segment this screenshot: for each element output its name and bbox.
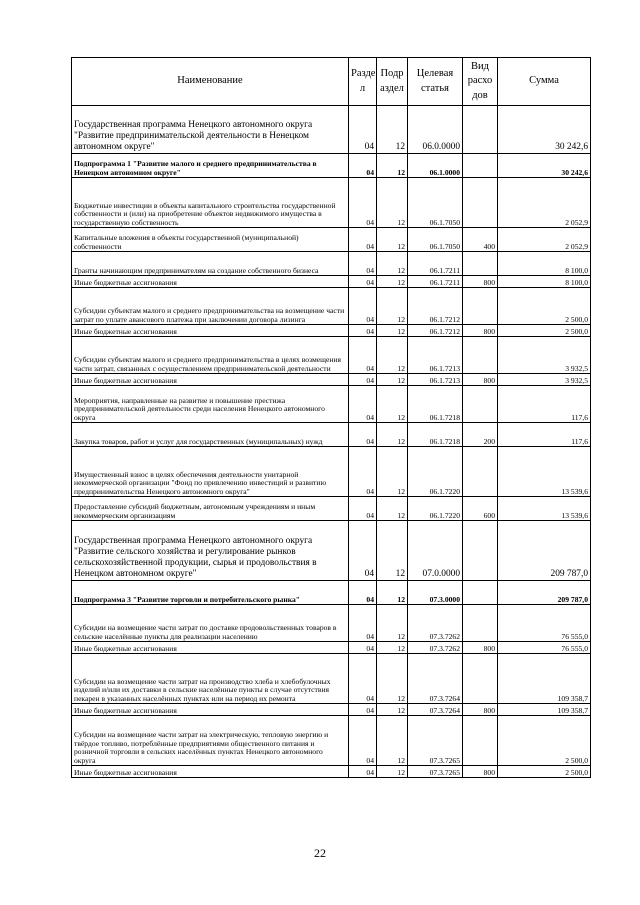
cell-sum: 117,6 <box>498 423 591 447</box>
cell-subsection: 12 <box>377 252 408 276</box>
cell-section: 04 <box>349 374 377 386</box>
table-row <box>72 581 591 605</box>
cell-name: Подпрограмма 1 "Развитие малого и среднего предпринимательства в Ненецком автономном округе" <box>72 154 349 178</box>
cell-subsection: 12 <box>377 716 408 766</box>
table-row <box>72 605 591 642</box>
cell-type: 400 <box>463 228 498 252</box>
cell-type <box>463 106 498 154</box>
cell-section: 04 <box>349 423 377 447</box>
cell-type <box>463 154 498 178</box>
cell-target: 07.3.7265 <box>408 766 463 778</box>
table-row <box>72 423 591 447</box>
cell-sum: 8 100,0 <box>498 252 591 276</box>
cell-section: 04 <box>349 642 377 654</box>
cell-name: Закупка товаров, работ и услуг для государственных (муниципальных) нужд <box>72 423 349 447</box>
cell-subsection: 12 <box>377 178 408 228</box>
cell-sum: 8 100,0 <box>498 276 591 288</box>
cell-name: Субсидии субъектам малого и среднего предпринимательства в целях возмещения части затрат, связанных с осуществлением предпринимательской деятельности <box>72 337 349 374</box>
cell-type: 800 <box>463 276 498 288</box>
cell-type <box>463 288 498 325</box>
cell-name: Бюджетные инвестиции в объекты капитального строительства государственной собственности и (или) на приобретение объектов недвижимого имущества в государственную собственность <box>72 178 349 228</box>
cell-section: 04 <box>349 228 377 252</box>
table-row <box>72 178 591 228</box>
table-row <box>72 716 591 766</box>
cell-type <box>463 521 498 581</box>
cell-sum: 76 555,0 <box>498 642 591 654</box>
table-row <box>72 497 591 521</box>
cell-section: 04 <box>349 276 377 288</box>
cell-target: 06.1.7050 <box>408 228 463 252</box>
cell-target: 07.3.7264 <box>408 654 463 704</box>
cell-target: 06.1.0000 <box>408 154 463 178</box>
cell-section: 04 <box>349 386 377 423</box>
cell-target: 07.0.0000 <box>408 521 463 581</box>
cell-subsection: 12 <box>377 228 408 252</box>
cell-type <box>463 386 498 423</box>
cell-name: Иные бюджетные ассигнования <box>72 325 349 337</box>
table-row <box>72 288 591 325</box>
cell-sum: 2 500,0 <box>498 766 591 778</box>
cell-target: 07.3.7262 <box>408 642 463 654</box>
cell-name: Подпрограмма 3 "Развитие торговли и потребительского рынка" <box>72 581 349 605</box>
cell-subsection: 12 <box>377 325 408 337</box>
cell-subsection: 12 <box>377 605 408 642</box>
cell-section: 04 <box>349 497 377 521</box>
table-row <box>72 704 591 716</box>
cell-section: 04 <box>349 252 377 276</box>
table-row <box>72 154 591 178</box>
cell-name: Иные бюджетные ассигнования <box>72 704 349 716</box>
cell-target: 06.1.7211 <box>408 252 463 276</box>
cell-type <box>463 716 498 766</box>
cell-sum: 13 539,6 <box>498 447 591 497</box>
cell-target: 07.3.7262 <box>408 605 463 642</box>
cell-type <box>463 605 498 642</box>
cell-subsection: 12 <box>377 423 408 447</box>
cell-subsection: 12 <box>377 581 408 605</box>
header-name: Наименование <box>72 58 349 106</box>
cell-target: 06.1.7218 <box>408 423 463 447</box>
header-type: Вид расхо дов <box>463 58 498 106</box>
cell-subsection: 12 <box>377 154 408 178</box>
table-row <box>72 228 591 252</box>
cell-subsection: 12 <box>377 276 408 288</box>
cell-section: 04 <box>349 716 377 766</box>
table-row <box>72 337 591 374</box>
cell-section: 04 <box>349 704 377 716</box>
cell-subsection: 12 <box>377 386 408 423</box>
cell-name: Субсидии на возмещение части затрат на электрическую, тепловую энергию и твёрдое топливо, потреблённые предприятиями общественного питания и розничной торговли в сельских населённых пунктах Ненецкого автономного округа <box>72 716 349 766</box>
cell-target: 06.1.7050 <box>408 178 463 228</box>
cell-target: 06.1.7213 <box>408 374 463 386</box>
cell-type <box>463 447 498 497</box>
cell-sum: 109 358,7 <box>498 654 591 704</box>
header-section: Разде л <box>349 58 377 106</box>
cell-sum: 3 932,5 <box>498 374 591 386</box>
cell-sum: 30 242,6 <box>498 154 591 178</box>
cell-type: 200 <box>463 423 498 447</box>
cell-subsection: 12 <box>377 766 408 778</box>
cell-type: 800 <box>463 642 498 654</box>
cell-section: 04 <box>349 521 377 581</box>
cell-subsection: 12 <box>377 642 408 654</box>
cell-subsection: 12 <box>377 497 408 521</box>
cell-target: 07.3.7265 <box>408 716 463 766</box>
cell-target: 06.1.7213 <box>408 337 463 374</box>
table-row <box>72 325 591 337</box>
cell-sum: 209 787,0 <box>498 521 591 581</box>
cell-name: Гранты начинающим предпринимателям на создание собственного бизнеса <box>72 252 349 276</box>
cell-section: 04 <box>349 325 377 337</box>
table-row <box>72 642 591 654</box>
cell-subsection: 12 <box>377 704 408 716</box>
cell-sum: 30 242,6 <box>498 106 591 154</box>
table-row <box>72 386 591 423</box>
cell-type: 800 <box>463 374 498 386</box>
cell-section: 04 <box>349 106 377 154</box>
cell-target: 06.1.7212 <box>408 325 463 337</box>
cell-sum: 2 500,0 <box>498 325 591 337</box>
table-row <box>72 766 591 778</box>
cell-sum: 76 555,0 <box>498 605 591 642</box>
cell-subsection: 12 <box>377 374 408 386</box>
cell-subsection: 12 <box>377 337 408 374</box>
cell-sum: 2 500,0 <box>498 716 591 766</box>
table-row <box>72 654 591 704</box>
cell-subsection: 12 <box>377 654 408 704</box>
cell-name: Государственная программа Ненецкого автономного округа "Развитие сельского хозяйства и регулирование рынков сельскохозяйственной продукции, сырья и продовольствия в Ненецком автономном округе" <box>72 521 349 581</box>
cell-sum: 2 500,0 <box>498 288 591 325</box>
table-row <box>72 374 591 386</box>
cell-section: 04 <box>349 605 377 642</box>
header-row <box>72 58 591 106</box>
cell-section: 04 <box>349 288 377 325</box>
cell-sum: 3 932,5 <box>498 337 591 374</box>
cell-type: 800 <box>463 704 498 716</box>
cell-sum: 13 539,6 <box>498 497 591 521</box>
cell-name: Иные бюджетные ассигнования <box>72 642 349 654</box>
cell-name: Государственная программа Ненецкого автономного округа "Развитие предпринимательской деятельности в Ненецком автономном округе" <box>72 106 349 154</box>
cell-target: 06.1.7218 <box>408 386 463 423</box>
cell-name: Субсидии на возмещение части затрат на производство хлеба и хлебобулочных изделий и/или их доставки в сельские населённые пункты в случае отсутствия пекарен в указанных населённых пунктах или на период их ремонта <box>72 654 349 704</box>
cell-target: 06.1.7220 <box>408 447 463 497</box>
table-row <box>72 521 591 581</box>
cell-name: Иные бюджетные ассигнования <box>72 374 349 386</box>
cell-type: 600 <box>463 497 498 521</box>
cell-section: 04 <box>349 178 377 228</box>
cell-section: 04 <box>349 654 377 704</box>
cell-subsection: 12 <box>377 521 408 581</box>
budget-table <box>71 57 591 778</box>
cell-section: 04 <box>349 337 377 374</box>
cell-type <box>463 178 498 228</box>
cell-target: 07.3.7264 <box>408 704 463 716</box>
cell-name: Имущественный взнос в целях обеспечения деятельности унитарной некоммерческой организации "Фонд по привлечению инвестиций и развитию предпринимательства Ненецкого автономного округа" <box>72 447 349 497</box>
cell-target: 07.3.0000 <box>408 581 463 605</box>
cell-subsection: 12 <box>377 106 408 154</box>
cell-name: Предоставление субсидий бюджетным, автономным учреждениям и иным некоммерческим организациям <box>72 497 349 521</box>
cell-sum: 2 052,9 <box>498 178 591 228</box>
header-sum: Сумма <box>498 58 591 106</box>
cell-target: 06.0.0000 <box>408 106 463 154</box>
cell-subsection: 12 <box>377 447 408 497</box>
cell-target: 06.1.7220 <box>408 497 463 521</box>
cell-target: 06.1.7211 <box>408 276 463 288</box>
table-row <box>72 106 591 154</box>
table-row <box>72 447 591 497</box>
cell-name: Капитальные вложения в объекты государственной (муниципальной) собственности <box>72 228 349 252</box>
cell-subsection: 12 <box>377 288 408 325</box>
cell-name: Субсидии на возмещение части затрат по доставке продовольственных товаров в сельские населённые пункты для реализации населению <box>72 605 349 642</box>
cell-sum: 109 358,7 <box>498 704 591 716</box>
cell-type <box>463 252 498 276</box>
cell-type <box>463 654 498 704</box>
table-row <box>72 276 591 288</box>
cell-sum: 209 787,0 <box>498 581 591 605</box>
cell-name: Мероприятия, направленные на развитие и повышение престижа предпринимательской деятельности среди населения Ненецкого автономного округа <box>72 386 349 423</box>
cell-section: 04 <box>349 447 377 497</box>
header-target: Целевая статья <box>408 58 463 106</box>
cell-type <box>463 581 498 605</box>
cell-type: 800 <box>463 325 498 337</box>
cell-target: 06.1.7212 <box>408 288 463 325</box>
cell-sum: 2 052,9 <box>498 228 591 252</box>
cell-section: 04 <box>349 581 377 605</box>
cell-section: 04 <box>349 766 377 778</box>
page-number: 22 <box>314 846 326 860</box>
cell-section: 04 <box>349 154 377 178</box>
table-row <box>72 252 591 276</box>
cell-type: 800 <box>463 766 498 778</box>
cell-name: Иные бюджетные ассигнования <box>72 766 349 778</box>
cell-sum: 117,6 <box>498 386 591 423</box>
cell-name: Субсидии субъектам малого и среднего предпринимательства на возмещение части затрат по уплате авансового платежа при заключении договора лизинга <box>72 288 349 325</box>
cell-name: Иные бюджетные ассигнования <box>72 276 349 288</box>
header-subsection: Подр аздел <box>377 58 408 106</box>
cell-type <box>463 337 498 374</box>
